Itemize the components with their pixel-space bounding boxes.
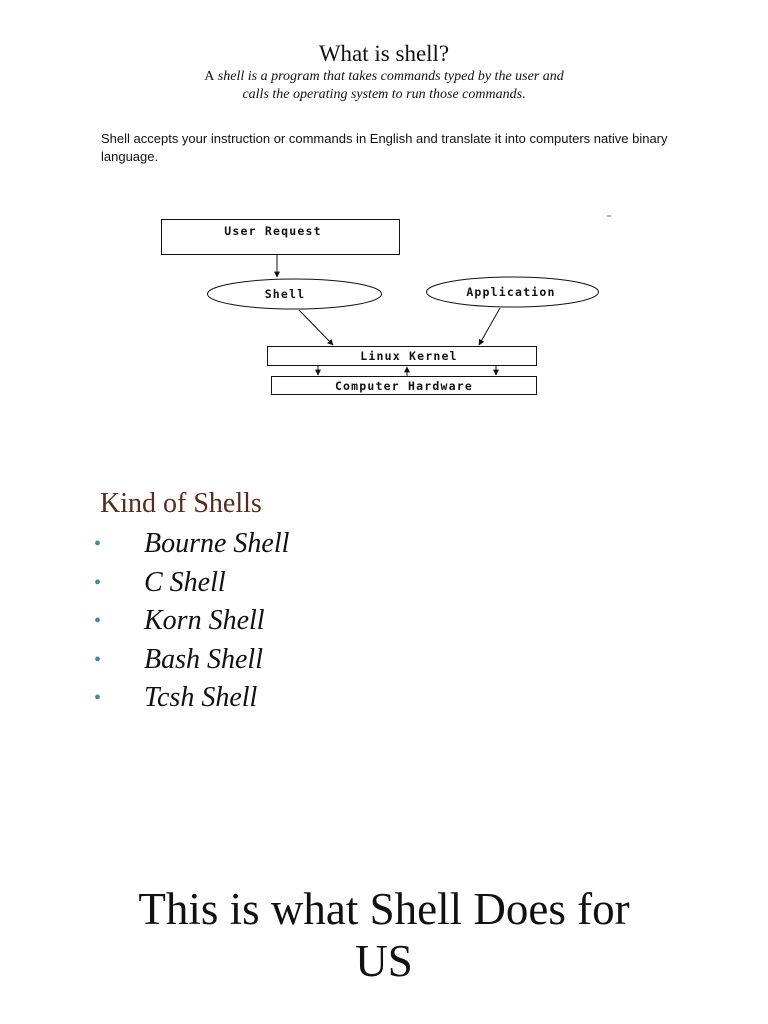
bullet-icon: • bbox=[94, 648, 102, 671]
shell-type: Korn Shell bbox=[144, 605, 265, 636]
definition-body: shell is a program that takes commands typed by the user and calls the operating system to run those commands bbox=[217, 69, 564, 102]
linux-kernel-label: Linux Kernel bbox=[360, 349, 458, 363]
closing-line-1: This is what Shell Does for bbox=[138, 884, 630, 934]
shell-type: Tcsh Shell bbox=[144, 682, 258, 713]
definition-prefix: A bbox=[204, 69, 215, 84]
closing-statement bbox=[0, 883, 768, 987]
application-node-label: Application bbox=[466, 285, 556, 299]
bullet-icon: • bbox=[94, 533, 102, 555]
shell-type: Bourne Shell bbox=[144, 528, 290, 559]
shell-type: Bash Shell bbox=[144, 643, 263, 675]
user-request-label: User Request bbox=[224, 224, 322, 238]
bullet-icon: • bbox=[94, 571, 102, 594]
shell-node-label: Shell bbox=[264, 287, 306, 301]
computer-hardware-label: Computer Hardware bbox=[334, 379, 474, 393]
bullet-icon: • bbox=[94, 687, 102, 709]
shell-explanation: Shell accepts your instruction or commands in English and translate it into computers native binary language. bbox=[101, 131, 668, 164]
shell-architecture-diagram bbox=[0, 0, 768, 420]
kinds-of-shells-heading: Kind of Shells bbox=[100, 488, 262, 519]
shell-to-kernel-arrow bbox=[299, 310, 333, 345]
shell-type: C Shell bbox=[144, 566, 226, 598]
closing-line-2: US bbox=[355, 936, 413, 986]
definition-suffix: . bbox=[522, 87, 526, 102]
bullet-icon: • bbox=[94, 610, 102, 632]
application-to-kernel-arrow bbox=[479, 308, 500, 345]
page-title: What is shell? bbox=[318, 41, 450, 66]
